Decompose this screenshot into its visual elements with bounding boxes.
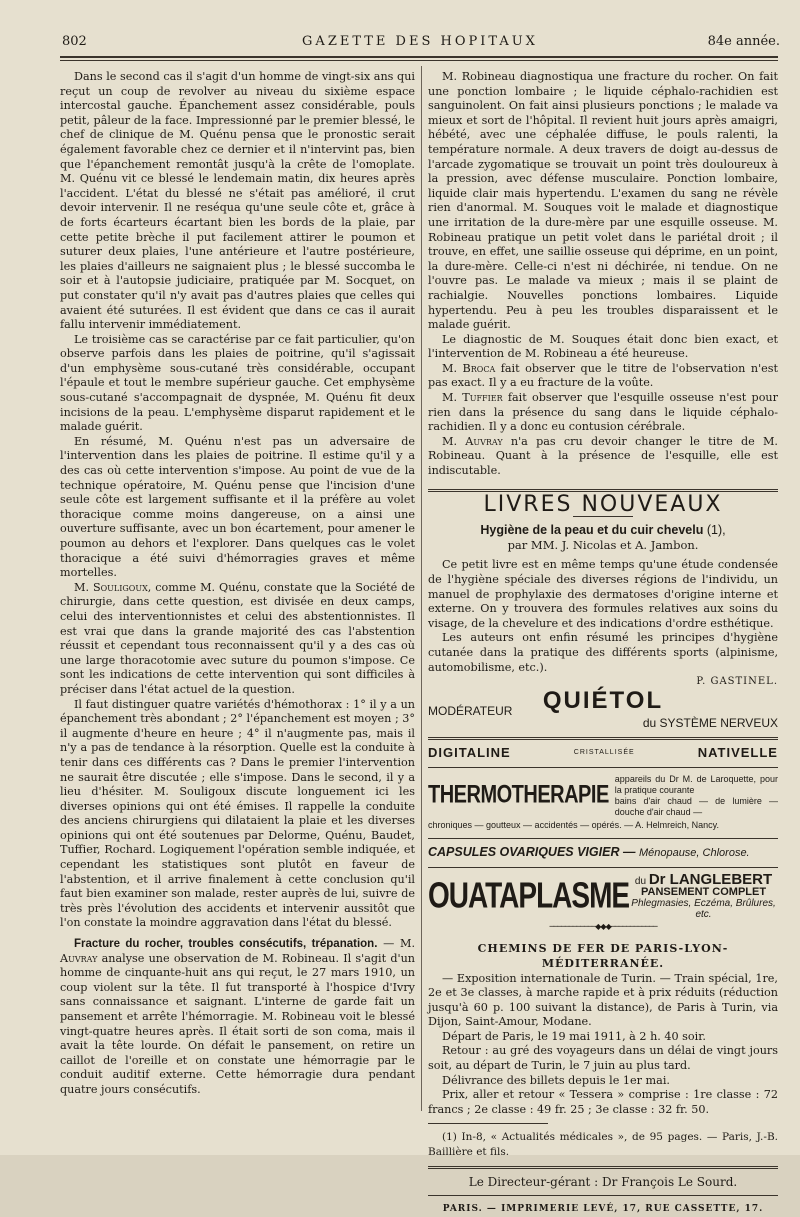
ad-digitaline-mid: CRISTALLISÉE — [573, 748, 635, 756]
ad-thermotherapie — [428, 774, 778, 818]
paragraph: Le troisième cas se caractérise par ce fait particulier, qu'on observe parfois dans les plaies de poitrine, qu'il s'agissait d'un emphysème sous-cutané très considérable, occupant l'épaule et tout le membre supérieur gauche. Cet emphysème sous-cutané s'accompagnait de dyspnée, M. Quénu fit deux incisions de la peau. L'emphysème disparut rapidement et le malade guérit. — [60, 332, 415, 434]
speaker-name: M. Souligoux, — [74, 580, 152, 594]
ornament-rule: ────────────◆◆◆──────────── — [549, 921, 657, 931]
ad-ouataplasme — [428, 870, 778, 920]
ad-digitaline — [428, 746, 778, 761]
ad-thermo-text: appareils du Dr M. de Laroquette, pour la pratique courante bains d'air chaud — de lumière — douche d'air chaud — — [614, 773, 778, 817]
paragraph: Ce petit livre est en même temps qu'une étude condensée de l'hygiène spéciale des diverses régions de l'individu, un manuel de prophylaxie des dermatoses d'origine interne et externe. On y trouvera des formules relatives aux soins du visage, de la chevelure et des indications d'ordre esthétique. — [428, 558, 778, 630]
paragraph: En résumé, M. Quénu n'est pas un adversaire de l'intervention dans les plaies de poitrine. Il estime qu'il y a des cas où cette intervention s'impose. Au point de vue de la technique opératoire, M. Quénu pense que l'incision d'une seule côte est largement suffisante et il la préfère au volet thoracique comme moins dangereuse, on a ainsi une ouverture suffisante, avec un bon écartement, pour amener le poumon au dehors et l'explorer. Dans quelques cas le volet thoracique a été suivi d'hémorragies graves et même mortelles. — [60, 434, 415, 580]
ad-rule — [428, 867, 778, 868]
paragraph-text: comme M. Quénu, constate que la Société de chirurgie, dans cette question, est divisée en deux camps, celui des interventionnistes et celui des abstentionnistes. Il est vrai que dans la grande majorité des cas l'abstention réussit et cependant tous reconnaissent qu'il y a des cas où une large thoracotomie avec suture du poumon s'impose. Ce sont les indications de cette intervention qui sont difficiles à préciser dans l'état actuel de la question. — [60, 580, 415, 696]
ad-capsules: CAPSULES OVARIQUES VIGIER — Ménopause, Chlorose. — [428, 845, 750, 860]
ad-native-word: NATIVELLE — [697, 744, 778, 760]
paragraph: Les auteurs ont enfin résumé les principes d'hygiène cutanée dans la pratique des différents sports (alpinisme, automobilisme, etc.). — [428, 631, 778, 674]
journal-title: GAZETTE DES HOPITAUX — [302, 34, 538, 49]
year-label: 84e année. — [707, 34, 780, 49]
footnote-ref: (1), — [706, 523, 726, 538]
paragraph: Délivrance des billets depuis le 1er mai. — [442, 1073, 670, 1087]
paragraph: Le diagnostic de M. Souques était donc bien exact, et l'intervention de M. Robineau a été heureuse. — [428, 332, 778, 361]
header-rule-thin — [60, 60, 778, 61]
ad-thermo-title: THERMOTHERAPIE — [428, 781, 609, 809]
ad-rule — [428, 838, 778, 839]
ad-capsules-sub: Ménopause, Chlorose. — [638, 847, 750, 860]
paragraph — [428, 435, 778, 479]
book-authors: par MM. J. Nicolas et A. Jambon. — [507, 537, 699, 552]
paragraph: — Exposition internationale de Turin. — Train spécial, 1re, 2e et 3e classes, à marche rapide et à prix réduits (réduction jusqu'à 60 p. 100 suivant la distance), de Paris à Turin, via Dijon, Saint-Amour, Modane. — [428, 971, 778, 1029]
ad-quietol-systeme: du SYSTÈME NERVEUX — [642, 716, 778, 731]
ad-thermo-line: chroniques — goutteux — accidentés — opérés. — A. Helmreich, Nancy. — [428, 819, 719, 830]
ad-rule — [428, 767, 778, 768]
ad-ouata-title: OUATAPLASME — [428, 875, 630, 916]
footnote: (1) In-8, « Actualités médicales », de 95 pages. — Paris, J.-B. Baillière et fils. — [428, 1131, 778, 1159]
speaker-name: M. Auvray — [60, 937, 415, 965]
footer-rule — [428, 1166, 778, 1169]
paragraph — [428, 391, 778, 435]
speaker-name: M. Broca — [442, 361, 496, 375]
left-column — [60, 70, 415, 1098]
review-signature: P. GASTINEL. — [696, 676, 778, 688]
section-heading: LIVRES NOUVEAUX — [483, 491, 723, 517]
header-rule — [60, 56, 778, 58]
paragraph: Retour : au gré des voyageurs dans un délai de vingt jours soit, au départ de Turin, le 7 juin au plus tard. — [428, 1044, 778, 1073]
paragraph — [428, 362, 778, 391]
page-number: 802 — [62, 34, 87, 49]
speaker-name: M. Auvray — [442, 434, 503, 448]
paragraph-text: n'a pas cru devoir changer le titre de M. Robineau. Quant à la présence de l'esquille, elle est indiscutable. — [428, 434, 778, 478]
ad-quietol-moderateur: MODÉRATEUR — [428, 704, 513, 719]
subheading: Fracture du rocher, troubles consécutifs, trépanation. — [74, 938, 378, 951]
paragraph-text: fait observer que l'esquille osseuse n'est pour rien dans la présence du sang dans le liquide céphalo-rachidien. Il y a donc eu contusion cérébrale. — [428, 391, 778, 434]
ad-quietol-title: QUIÉTOL — [542, 686, 664, 714]
paragraph: Départ de Paris, le 19 mai 1911, à 2 h. 40 soir. — [442, 1029, 706, 1043]
page-header — [60, 34, 780, 50]
ad-digitaline-word: DIGITALINE — [428, 744, 511, 760]
speaker-name: M. Tuffier — [442, 391, 503, 405]
column-divider — [421, 66, 422, 1111]
paragraph: M. Robineau diagnostiqua une fracture du rocher. On fait une ponction lombaire ; le liquide céphalo-rachidien est sanguinolent. On fait ainsi plusieurs ponctions ; le malade va mieux et sort de l'hôpital. Il revient huit jours après amaigri, hébété, avec une céphalée diffuse, le pouls ralenti, la température normale. A deux travers de doigt au-dessus de l'arcade zygomatique se trouvait un point très douloureux à la pression, avec défense musculaire. Ponction lombaire, liquide clair mais hypertendu. L'examen du sang ne révèle rien d'anormal. M. Souques voit le malade et diagnostique une irritation de la dure-mère par une esquille osseuse. M. Robineau pratique un petit volet dans le pariétal droit ; il trouve, en effet, une saillie osseuse qui déprime, en un point, la dure-mère. Celle-ci n'est ni déchirée, ni tendue. On ne l'ouvre pas. Le malade va mieux ; mais il se plaint de rachialgie. Nouvelles ponctions lombaires. Liquide hypertendu. Peu à peu les troubles disparaissent et le malade guérit. — [428, 70, 778, 332]
paragraph: Il faut distinguer quatre variétés d'hémothorax : 1° il y a un épanchement très abondant ; 2° l'épanchement est moyen ; 3° il augmente d'heure en heure ; 4° il n'augmente pas, mais il n'y a pas de tendance à la résorption. Quelle est la conduite à tenir dans ces différents cas ? Dans le premier l'intervention ne saurait être discutée ; elle s'impose. Dans le second, il y a lieu d'hésiter. M. Souligoux discute longuement ici les diverses opinions qui ont été émises. Il rappelle la conduite des anciens chirurgiens qui dilataient la plaie et les diverses opinions qui ont été soutenues par Delorme, Quénu, Baudet, Tuffier, Rochard. Logiquement l'opération semble indiquée, et cependant les statistiques sont plutôt en faveur de l'abstention, et il arrive finalement à cette conclusion qu'il faut bien examiner son malade, rester auprès de lui, suivre de très près l'évolution des accidents et intervenir aussitôt que l'on constate la moindre aggravation dans l'état du blessé. — [60, 697, 415, 930]
paragraph: Dans le second cas il s'agit d'un homme de vingt-six ans qui reçut un coup de revolver au niveau du sixième espace intercostal gauche. Épanchement assez considérable, pouls petit, pâleur de la face. Impressionné par le premier blessé, le chef de clinique de M. Quénu pensa que le pronostic serait également favorable chez ce dernier et il n'intervint pas, bien que l'épanchement remontât jusqu'à la crête de l'omoplate. M. Quénu vit ce blessé le lendemain matin, dix heures après l'accident. L'état du blessé ne s'était pas amélioré, il crut devoir intervenir. Il ne reséqua qu'une seule côte et, grâce à de forts écarteurs écartant bien les bords de la plaie, par cette petite brèche il put facilement attirer le poumon et suturer deux plaies, l'une antérieure et l'autre postérieure, les plaies d'ailleurs ne saignaient plus ; le blessé succomba le soir et à l'autopsie judiciaire, pratiquée par M. Socquet, on put constater qu'il n'y avait pas d'autres plaies que celles qui avaient été suturées. Il est évident que dans ce cas il aurait fallu intervenir immédiatement. — [60, 70, 415, 332]
footnote-rule — [428, 1123, 548, 1124]
paragraph-text: analyse une observation de M. Robineau. Il s'agit d'un homme de cinquante-huit ans qui reçut, le 27 mars 1910, un coup violent sur la tête. Il fut transporté à l'hospice d'Ivry sans connaissance et saignant. L'interne de garde fait un pansement et arrête l'hémorragie. M. Robineau voit le blessé vingt-quatre heures après. Il était sorti de son coma, mais il avait la tête lourde. On défait le pansement, on retire un caillot de l'oreille et on constate une hémorragie par le conduit auditif externe. Cette hémorragie dura pendant quatre jours consécutifs. — [60, 951, 415, 1096]
footer-rule-thin — [428, 1195, 778, 1196]
right-column — [428, 70, 778, 1217]
paragraph-text: fait observer que le titre de l'observation n'est pas exact. Il y a eu fracture de la voûte. — [428, 361, 778, 390]
ad-rule — [428, 737, 778, 740]
paragraph: Prix, aller et retour « Tessera » comprise : 1re classe : 72 francs ; 2e classe : 49 fr. 25 ; 3e classe : 32 fr. 50. — [428, 1088, 778, 1116]
ad-quietol — [428, 686, 778, 731]
director-line: Le Directeur-gérant : Dr François Le Sourd. — [468, 1174, 738, 1189]
printer-line: PARIS. — IMPRIMERIE LEVÉ, 17, RUE CASSETTE, 17. — [442, 1204, 764, 1215]
paragraph — [60, 581, 415, 698]
notice-title: CHEMINS DE FER DE PARIS-LYON-MÉDITERRANÉE. — [477, 942, 729, 970]
paragraph: Fracture du rocher, troubles consécutifs, trépanation. — M. Auvray analyse une observation de M. Robineau. Il s'agit d'un homme de cinquante-huit ans qui reçut, le 27 mars 1910, un coup violent sur la tête. Il fut transporté à l'hospice d'Ivry sans connaissance et saignant. L'interne de garde fait un pansement et arrête l'hémorragie. M. Robineau voit le blessé vingt-quatre heures après. Il était sorti de son coma, mais il avait la tête lourde. On défait le pansement, on retire un caillot de l'oreille et on constate une hémorragie par le conduit auditif externe. Cette hémorragie dura pendant quatre jours consécutifs. — [60, 937, 415, 1096]
ad-ouata-right: du Dr LANGLEBERT PANSEMENT COMPLET Phlegmasies, Eczéma, Brûlures, etc. — [631, 870, 776, 920]
book-title: Hygiène de la peau et du cuir chevelu (1), — [480, 523, 726, 538]
